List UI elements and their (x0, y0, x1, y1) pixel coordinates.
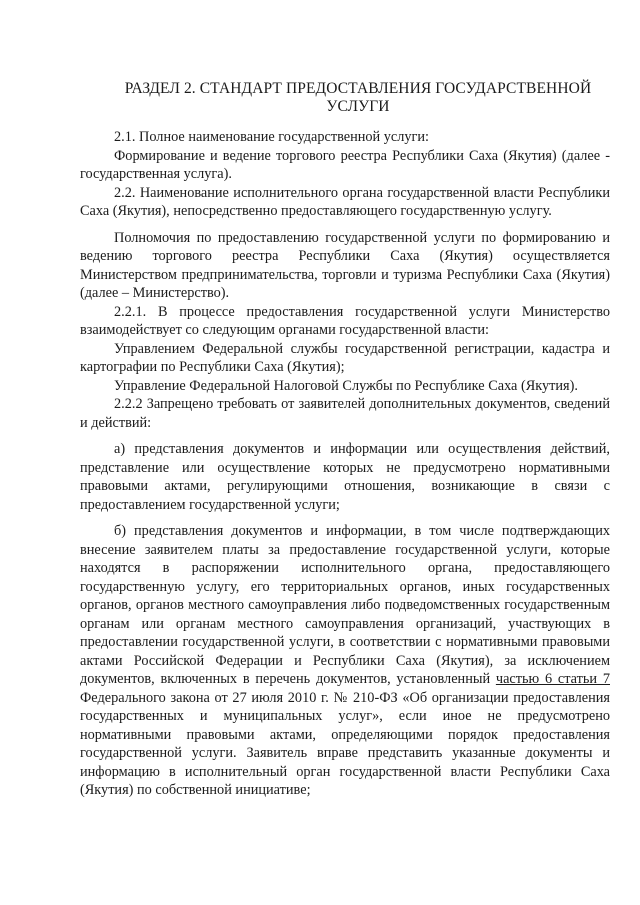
section-title: РАЗДЕЛ 2. СТАНДАРТ ПРЕДОСТАВЛЕНИЯ ГОСУДАРСТВЕННОЙ УСЛУГИ (124, 80, 592, 115)
paragraph-2-2: 2.2. Наименование исполнительного органа государственной власти Республики Саха (Якутия), непосредственно предоставляющего государственную услугу. (80, 184, 610, 219)
law-article-link[interactable]: частью 6 статьи 7 (495, 671, 610, 687)
service-name: Формирование и ведение торгового реестра Республики Саха (Якутия) (далее - государственная услуга). (80, 147, 610, 182)
authority-paragraph: Полномочия по предоставлению государственной услуги по формированию и ведению торгового реестра Республики Саха (Якутия) осуществляется Министерством предпринимательства, торговли и туризма Республики Саха (Якутия) (далее – Министерство). (80, 229, 610, 301)
body-text (80, 128, 610, 800)
tax-service-item: Управление Федеральной Налоговой Службы по Республике Саха (Якутия). (114, 377, 578, 394)
item-a: а) представления документов и информации или осуществления действий, представление или осуществление которых не предусмотрено нормативными правовыми актами, регулирующими отношения, возникающие в связи с предоставлением государственной услуги; (80, 441, 610, 513)
item-b (80, 522, 610, 800)
paragraph-2-1: 2.1. Полное наименование государственной услуги: (114, 129, 430, 145)
item-b-text-start: б) представления документов и информации, в том числе подтверждающих внесение заявителем платы за предоставление государственной услуги, которые находятся в распоряжении исполнительного органа, предоставляющего государственную услугу, его территориальных органов, иных государственных органов, органов местного самоуправления либо подведомственных государственным органам или органам местного самоуправления организаций, участвующих в предоставлении государственной услуги, в соответствии с нормативными правовыми актами Российской Федерации и Республики Саха (Якутия), за исключением документов, включенных в перечень документов, установленный (80, 523, 610, 687)
item-b-text-end: Федерального закона от 27 июля 2010 г. № 210-ФЗ «Об организации предоставления государственных и муниципальных услуг», если иное не предусмотрено нормативными правовыми актами, определяющими порядок предоставления государственной услуги. Заявитель вправе представить указанные документы и информацию в исполнительный орган государственной власти Республики Саха (Якутия) по собственной инициативе; (80, 689, 610, 798)
paragraph-2-2-1: 2.2.1. В процессе предоставления государственной услуги Министерство взаимодействует со следующим органами государственной власти: (80, 303, 610, 338)
paragraph-2-2-2: 2.2.2 Запрещено требовать от заявителей дополнительных документов, сведений и действий: (80, 396, 610, 431)
rosreestr-item: Управлением Федеральной службы государственной регистрации, кадастра и картографии по Республики Саха (Якутия); (80, 340, 610, 375)
